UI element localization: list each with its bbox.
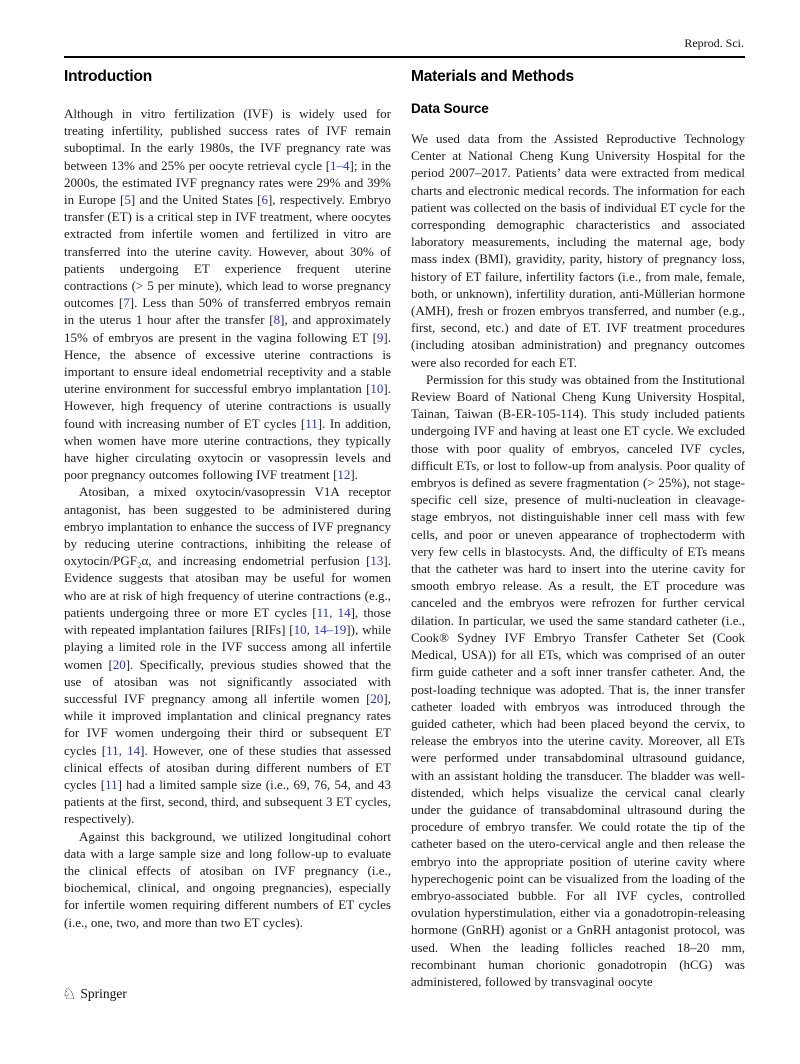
paragraph: Atosiban, a mixed oxytocin/vasopressin V1A receptor antagonist, has been suggested to be administered during embryo implantation to enhance the success of IVF pregnancy by reducing uterine contractions, inhibiting the release of oxytocin/PGF₂α, and increasing endometrial perfusion [13]. Evidence suggests that atosiban may be useful for women who are at risk of high frequency of uterine contractions (e.g., patients undergoing three or more ET cycles [11, 14], those with repeated implantation failures [RIFs] [10, 14–19]), while playing a limited role in the IVF success among all infertile women [20]. Specifically, previous studies showed that the use of atosiban was not significantly associated with successful IVF pregnancy among all infertile women [20], while it improved implantation and clinical pregnancy rates for IVF women undergoing their third or subsequent ET cycles [11, 14]. However, one of these studies that assessed clinical effects of atosiban during different numbers of ET cycles [11] had a limited sample size (i.e., 69, 76, 54, and 43 patients at the first, second, third, and subsequent 3 ET cycles, respectively). [64,484,392,827]
section-heading-introduction: Introduction [64,68,152,85]
publisher-name: Springer [80,986,127,1001]
running-head-journal: Reprod. Sci. [684,36,744,50]
publisher-footer [62,986,127,1002]
introduction-section [64,68,391,931]
paragraph: Permission for this study was obtained from the Institutional Review Board of National Cheng Kung University Hospital, Tainan, Taiwan (B-ER-105-114). This study included patients undergoing IVF and having at least one ET cycle. We excluded those with poor quality of embryos, canceled IVF cycles, difficult ETs, or lost to follow-up from analysis. Poor quality of embryos is defined as severe fragmentation (> 25%), not stage-specific cell size, presence of multi-nucleation in cleavage-stage embryos, not distinguishable inner cell mass with few cells, and poor or uneven appearance of trophectoderm with very few cells in blastocysts. And, the difficulty of ETs means that the catheter was hard to insert into the uterine cavity for smooth embryo release. As a result, the ET procedure was canceled and the embryos were refrozen for further cervical dilation. In particular, we used the same standard catheter (i.e., Cook® Sydney IVF Embryo Transfer Catheter Set (Cook Medical, USA)) for all ETs, which was comprised of an outer firm guide catheter and a soft inner transfer catheter. And, the post-loading technique was adopted. That is, the inner transfer catheter loaded with embryos was introduced through the guided catheter, which had been placed beyond the cervix, to release the embryos into the uterine cavity. Moreover, all ETs were performed under transabdominal ultrasound guidance, with an assistant holding the transducer. The bladder was well-distended, which helps visualize the cervical canal clearly under the guidance of transabdominal ultrasound during the procedure of embryo transfer. We could rotate the tip of the catheter based on the utero-cervical angle and then release the embryo into the appropriate position of uterine cavity where hyperechogenic point can be visualized from the loading of the embryo-associated bubble. For all IVF cycles, controlled ovulation hyperstimulation, either via a gonadotropin-releasing hormone (GnRH) agonist or a GnRH antagonist protocol, was used. When the leading follicles reached 18–20 mm, recombinant human chorionic gonadotropin (hCG) was administered, followed by transvaginal oocyte [411,371,745,989]
section-heading-materials-and-methods: Materials and Methods [411,68,574,85]
subsection-heading-data-source: Data Source [411,101,489,116]
paragraph: Although in vitro fertilization (IVF) is widely used for treating infertility, published success rates of IVF remain suboptimal. In the early 1980s, the IVF pregnancy rate was between 13% and 25% per oocyte retrieval cycle [1–4]; in the 2000s, the estimated IVF pregnancy rates were 29% and 39% in Europe [5] and the United States [6], respectively. Embryo transfer (ET) is a critical step in IVF treatment, where oocytes extracted from infertile women and fertilized in vitro are transferred into the uterine cavity. However, about 30% of patients undergoing ET experience frequent uterine contractions (> 5 per minute), which lead to worse pregnancy outcomes [7]. Less than 50% of transferred embryos remain in the uterus 1 hour after the transfer [8], and approximately 15% of embryos are present in the vagina following ET [9]. Hence, the absence of excessive uterine contractions is important to ensure ideal endometrial receptivity and a stable uterine environment for successful embryo implantation [10]. However, high frequency of uterine contractions is usually found with increasing number of ET cycles [11]. In addition, when women have more uterine contractions, they typically have higher circulating oxytocin or vasopressin levels and poor pregnancy outcomes following IVF treatment [12]. [64,106,391,483]
paragraph: We used data from the Assisted Reproductive Technology Center at National Cheng Kung University Hospital for the period 2007–2017. Patients’ data were extracted from medical charts and electronic medical records. The information for each patient was collected on the basis of individual ET cycle for the corresponding demographic characteristics and associated laboratory measurements, including the maternal age, body mass index (BMI), gravidity, parity, history of pregnancy loss, history of ET failure, infertility factors (i.e., from male, female, both, or unknown), infertility duration, anti-Müllerian hormone (AMH), fresh or frozen embryos transferred, and number (e.g., first, second, etc.) and date of ET. IVF treatment procedures (including atosiban administration) and pregnancy outcomes were also recorded for each ET. [411,131,745,370]
materials-and-methods-section [411,68,745,990]
header-divider [64,56,745,58]
paragraph: Against this background, we utilized longitudinal cohort data with a large sample size and long follow-up to evaluate the clinical effects of atosiban on IVF pregnancy (i.e., biochemical, clinical, and ongoing pregnancies), especially for infertile women requiring different numbers of ET cycles (i.e., one, two, and more than two ET cycles). [64,828,391,930]
springer-knight-icon: ♘ [62,984,77,1003]
